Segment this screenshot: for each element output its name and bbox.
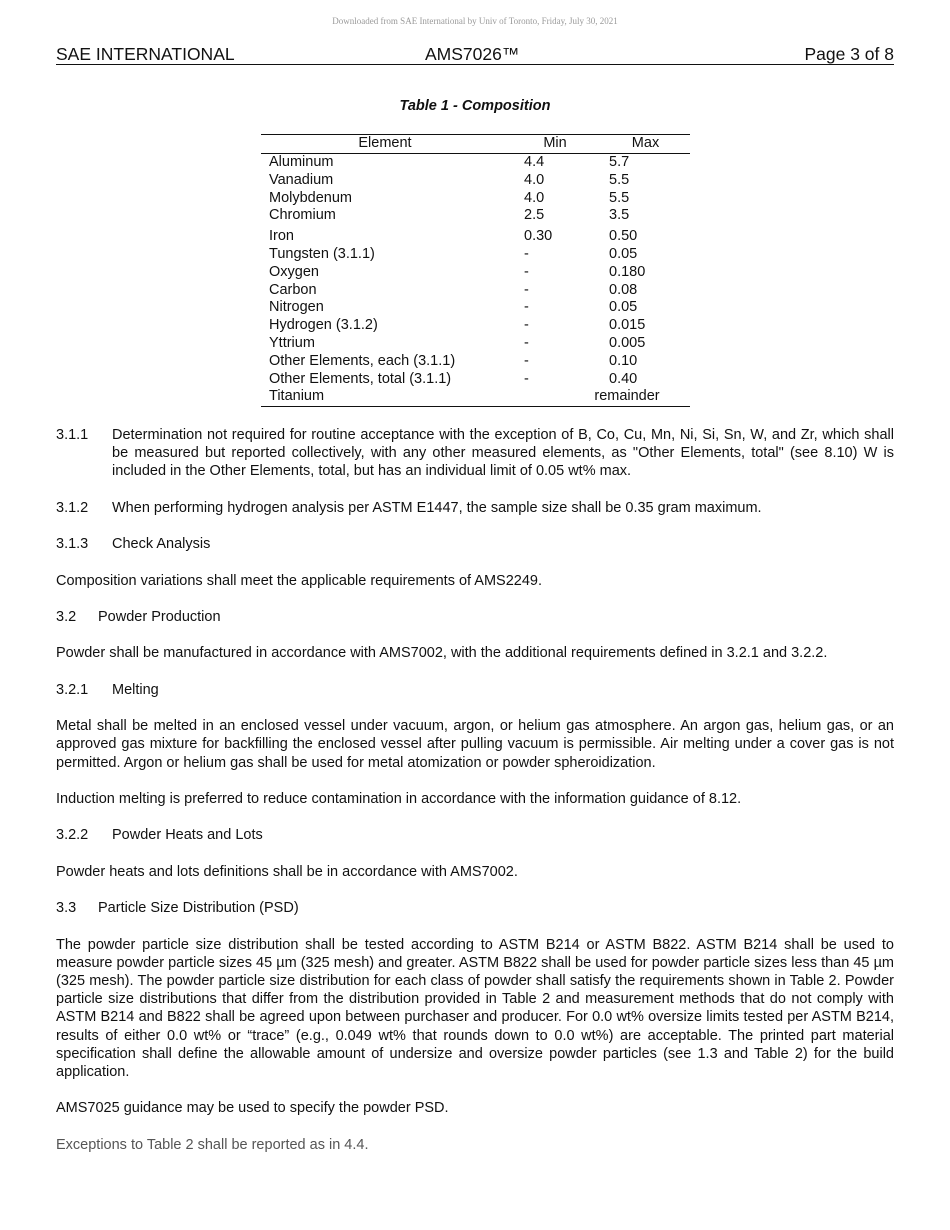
section-number: 3.3 [56,900,77,917]
table-row [261,225,690,246]
section-3-3 [56,899,894,917]
paragraph-melting-2: Induction melting is preferred to reduce contamination in accordance with the information guidance of 8.12. [56,790,742,807]
cell-element: Aluminum [269,154,334,170]
section-title: Check Analysis [112,536,211,553]
section-number: 3.2.2 [56,827,89,844]
header-doc-number: AMS7026™ [425,44,520,64]
cell-element: Oxygen [269,263,319,280]
cell-element: Chromium [269,207,336,224]
cell-element: Titanium [261,388,509,406]
cell-element: Tungsten (3.1.1) [269,245,375,262]
cell-element: Carbon [269,281,317,298]
cell-max: 0.180 [609,263,646,280]
cell-element: Molybdenum [269,189,353,206]
cell-max: 5.5 [609,171,630,188]
cell-min: 4.0 [524,189,545,206]
cell-min: - [524,263,529,280]
download-note: Downloaded from SAE International by Univ of Toronto, Friday, July 30, 2021 [332,16,618,26]
cell-max: 0.005 [609,334,646,351]
section-number: 3.1.3 [56,536,89,553]
document-body [56,426,894,1172]
cell-element: Vanadium [269,171,334,188]
cell-element: Other Elements, total (3.1.1) [269,370,452,387]
header-element: Element [261,135,509,154]
section-title: Powder Heats and Lots [112,827,263,844]
paragraph-psd-1: The powder particle size distribution shall be tested according to ASTM B214 or ASTM B822. ASTM B214 shall be used to measure powder particle sizes 45 µm (325 mesh) and greater. ASTM B822 shall be used for powder particle sizes less than 45 µm (325 mesh). The powder particle size distribution for each class of powder shall satisfy the requirements shown in Table 2. Powder particle size distributions that differ from the distribution provided in Table 2 and measurement methods that do not comply with ASTM B214 and B822 shall be agreed upon between purchaser and producer. For 0.0 wt% oversize limits tested per ASTM B214, results of either 0.0 wt% or “trace” (e.g., 0.049 wt% that rounds down to 0.0 wt%) are acceptable. The printed part material specification shall define the allowable amount of undersize and oversize powder particles (see 1.3 and Table 2) for the build application. [56,936,894,1080]
cell-element: Nitrogen [269,299,324,316]
table-header-row [261,135,690,154]
cell-max: 5.5 [609,189,630,206]
section-number: 3.2.1 [56,681,89,698]
cell-max: 0.015 [609,317,646,334]
table-row [261,317,690,335]
paragraph-heats-lots: Powder heats and lots definitions shall be in accordance with AMS7002. [56,863,518,880]
table-row [261,282,690,300]
paragraph-melting-1: Metal shall be melted in an enclosed vessel under vacuum, argon, or helium gas atmosphere. An argon gas, helium gas, or an approved gas mixture for backfilling the enclosed vessel after pulling vacuum is permissible. Air melting under a cover gas is not permitted. Argon or helium gas shall be used for metal atomization or powder spheroidization. [56,718,894,771]
paragraph-check-analysis: Composition variations shall meet the applicable requirements of AMS2249. [56,572,543,589]
table-row [261,353,690,371]
section-number: 3.2 [56,608,77,625]
cell-min: - [524,317,529,334]
table-row [261,299,690,317]
cell-remainder: remainder [509,388,690,406]
cell-max: 0.05 [609,299,638,316]
table-row [261,207,690,225]
cell-max: 0.50 [609,228,638,245]
paragraph-psd-3: Exceptions to Table 2 shall be reported as in 4.4. [56,1136,369,1153]
page-header [56,44,894,65]
table-row [261,246,690,264]
section-text: When performing hydrogen analysis per ASTM E1447, the sample size shall be 0.35 gram maximum. [112,499,762,516]
table-row [261,190,690,208]
section-title: Particle Size Distribution (PSD) [98,900,299,917]
section-number: 3.1.1 [56,427,89,443]
section-3-1-3 [56,535,894,553]
composition-table [261,134,690,407]
cell-min: 4.4 [524,154,545,170]
section-3-1-1 [56,426,894,481]
section-3-2 [56,608,894,626]
cell-max: 0.05 [609,245,638,262]
cell-min: - [524,370,529,387]
cell-min: - [524,352,529,369]
cell-max: 0.08 [609,281,638,298]
section-title: Melting [112,681,159,698]
cell-max: 0.40 [609,370,638,387]
cell-element: Iron [269,228,294,245]
header-org: SAE INTERNATIONAL [56,44,235,64]
cell-min: 2.5 [524,207,545,224]
cell-max: 3.5 [609,207,630,224]
table-row [261,264,690,282]
table-row [261,154,690,172]
header-min: Min [509,135,601,154]
cell-element: Yttrium [269,334,315,351]
cell-min: - [524,334,529,351]
cell-element: Other Elements, each (3.1.1) [269,352,456,369]
cell-min: - [524,245,529,262]
section-text: Determination not required for routine acceptance with the exception of B, Co, Cu, Mn, Ni, Si, Sn, W, and Zr, which shall be measured but reported collectively, with any other measured elements, as "Other Elements, total" (see 8.10) W is included in the Other Elements, total, but has an individual limit of 0.05 wt% max. [112,427,894,480]
cell-min: - [524,299,529,316]
cell-element: Hydrogen (3.1.2) [269,317,378,334]
section-3-1-2 [56,499,894,517]
cell-min: 4.0 [524,171,545,188]
cell-min: 0.30 [524,228,553,245]
table-caption: Table 1 - Composition [399,98,551,114]
cell-max: 5.7 [609,154,630,170]
section-3-2-1 [56,681,894,699]
header-max: Max [601,135,690,154]
header-page-number: Page 3 of 8 [804,44,894,64]
table-row [261,388,690,406]
paragraph-powder-production: Powder shall be manufactured in accordance with AMS7002, with the additional requirements defined in 3.2.1 and 3.2.2. [56,645,828,662]
section-number: 3.1.2 [56,499,89,516]
table-row [261,371,690,389]
section-title: Powder Production [98,608,221,625]
section-3-2-2 [56,826,894,844]
cell-max: 0.10 [609,352,638,369]
table-row [261,172,690,190]
table-row [261,335,690,353]
paragraph-psd-2: AMS7025 guidance may be used to specify the powder PSD. [56,1100,449,1117]
cell-min: - [524,281,529,298]
